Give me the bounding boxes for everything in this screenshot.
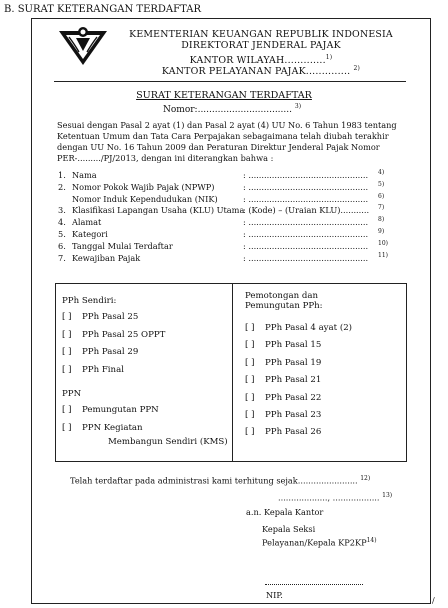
nip-label: NIP. [266,590,283,600]
intro-line-1: Sesuai dengan Pasal 2 ayat (1) dan Pasal 2 ayat (4) UU No. 6 Tahun 1983 tentang [57,120,397,130]
field-label: Nama [72,170,97,180]
pemotongan-item-checkbox[interactable]: [ ] [245,392,255,403]
field-value: : .............................................. [243,181,369,192]
field-value: : .............................................. [243,170,369,180]
field-label: Nomor Pokok Wajib Pajak (NPWP) [72,181,215,192]
field-label: Alamat [72,217,102,228]
registered-since: Telah terdaftar pada administrasi kami terhitung sejak....................... $^{12)}$ [70,475,371,486]
pemotongan-item-checkbox[interactable]: [ ] [245,357,255,368]
ppn-item-checkbox[interactable]: [ ] [62,405,72,415]
field-label: Tanggal Mulai Terdaftar [72,240,173,251]
an-kepala-kantor: a.n. Kepala Kantor [246,507,324,517]
field-footnote-ref: 5) [378,180,385,188]
pemotongan-item-checkbox[interactable]: [ ] [245,340,255,351]
pemotongan-title-1: Pemotongan dan [245,291,319,301]
ppn-item-checkbox[interactable]: [ ] [62,422,72,433]
field-label: Klasifikasi Lapangan Usaha (KLU) Utama [72,205,245,216]
field-value: : .............................................. [243,252,369,263]
field-label: Kategori [72,229,108,239]
field-footnote-ref: 7) [378,204,385,212]
field-footnote-ref: 10) [378,239,388,247]
ppn-title: PPN [62,389,82,399]
ppn-kms-continuation: Membangun Sendiri (KMS) [108,437,228,447]
intro-line-3: dengan UU No. 16 Tahun 2009 dan Peraturan Direktur Jenderal Pajak Nomor [57,142,380,152]
pemotongan-item-checkbox[interactable]: [ ] [245,375,255,386]
field-label: Nomor Induk Kependudukan (NIK) [72,193,218,204]
pemotongan-title-2: Pemungutan PPh: [245,301,323,311]
header-kpp: KANTOR PELAYANAN PAJAK.............. $^{2)}$ [161,65,361,78]
field-value: : (Kode) – (Uraian KLU)........... [243,205,370,216]
field-value: : .............................................. [243,217,369,228]
field-number: 2. [58,181,66,192]
pph-sendiri-item-checkbox[interactable]: [ ] [62,347,72,357]
intro-line-4: PER-........./PJ/2013, dengan ini diterangkan bahwa : [57,153,274,163]
field-footnote-ref: 8) [378,216,385,224]
document-number: Nomor:................................. $^{3)}$ [163,103,302,115]
pph-sendiri-title: PPh Sendiri: [62,296,117,306]
pemotongan-item-label: PPh Pasal 26 [265,427,322,438]
field-number: 7. [58,252,66,263]
header-divider [54,81,406,82]
ppn-item-label: Pemungutan PPN [82,405,159,415]
pph-sendiri-item-label: PPh Final [82,364,124,375]
document-title: SURAT KETERANGAN TERDAFTAR [136,90,312,101]
header-ministry: KEMENTERIAN KEUANGAN REPUBLIK INDONESIA [129,29,393,40]
pph-sendiri-item-checkbox[interactable]: [ ] [62,312,72,322]
pph-sendiri-item-checkbox[interactable]: [ ] [62,364,72,375]
field-footnote-ref: 9) [378,228,385,235]
signature-line [265,584,363,585]
field-value: : .............................................. [243,240,369,251]
field-number: 1. [58,170,66,180]
pph-sendiri-item-checkbox[interactable]: [ ] [62,329,72,340]
section-title: B. SURAT KETERANGAN TERDAFTAR [4,4,201,15]
field-number: 5. [58,229,66,239]
pemotongan-item-checkbox[interactable]: [ ] [245,410,255,420]
field-footnote-ref: 4) [378,169,385,176]
field-footnote-ref: 11) [378,251,388,259]
pemotongan-item-label: PPh Pasal 23 [265,410,322,420]
pph-sendiri-item-label: PPh Pasal 25 OPPT [82,329,166,340]
field-number: 6. [58,240,66,251]
field-number: 3. [58,205,66,216]
pemotongan-item-label: PPh Pasal 15 [265,340,322,351]
date-place-line: ..................., .................. $^{13)}$ [278,492,393,503]
pph-sendiri-item-label: PPh Pasal 25 [82,312,139,322]
pelayanan-kp2kp: Pelayanan/Kepala KP2KP$^{14)}$ [262,537,377,548]
pemotongan-item-checkbox[interactable]: [ ] [245,323,255,333]
field-footnote-ref: 6) [378,192,385,200]
header-kanwil: KANTOR WILAYAH.............$^{1)}$ [189,54,333,67]
kemenkeu-logo-icon [57,25,109,67]
field-value: : .............................................. [243,229,369,239]
pemotongan-item-label: PPh Pasal 22 [265,392,322,403]
pemotongan-item-label: PPh Pasal 4 ayat (2) [265,323,353,333]
header-directorate: DIREKTORAT JENDERAL PAJAK [181,40,341,51]
intro-line-2: Ketentuan Umum dan Tata Cara Perpajakan sebagaimana telah diubah terakhir [57,131,389,141]
tax-obligations-divider [232,283,233,462]
field-label: Kewajiban Pajak [72,252,141,263]
field-number: 4. [58,217,66,228]
page-corner-mark: ∕ [432,596,435,605]
pph-sendiri-item-label: PPh Pasal 29 [82,347,139,357]
field-value: : .............................................. [243,193,369,204]
kepala-seksi: Kepala Seksi [262,524,316,534]
pemotongan-item-checkbox[interactable]: [ ] [245,427,255,438]
ppn-item-label: PPN Kegiatan [82,422,143,433]
pemotongan-item-label: PPh Pasal 21 [265,375,322,386]
pemotongan-item-label: PPh Pasal 19 [265,357,322,368]
